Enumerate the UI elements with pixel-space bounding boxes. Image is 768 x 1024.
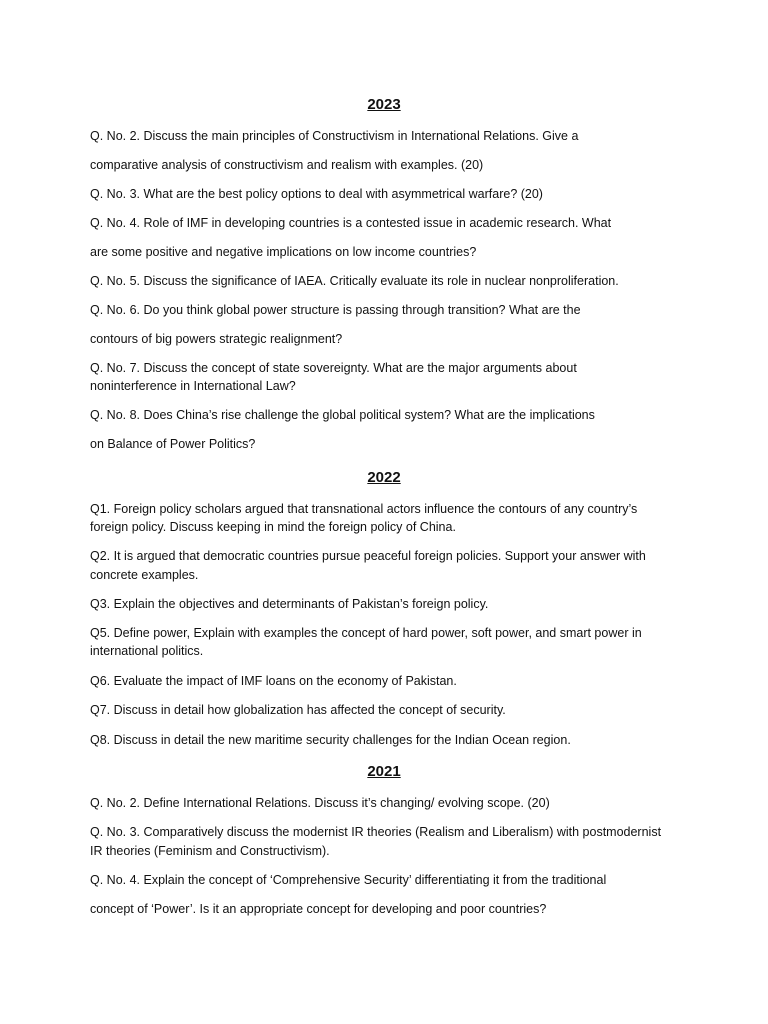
question-line: comparative analysis of constructivism and realism with examples. (20) — [90, 158, 484, 172]
question-line: Q. No. 5. Discuss the significance of IAEA. Critically evaluate its role in nuclear nonproliferation. — [90, 274, 619, 288]
question-line: on Balance of Power Politics? — [90, 437, 256, 451]
question-line: IR theories (Feminism and Constructivism). — [90, 844, 330, 858]
question-line: Q. No. 2. Define International Relations. Discuss it’s changing/ evolving scope. (20) — [90, 796, 550, 810]
question-line: Q8. Discuss in detail the new maritime security challenges for the Indian Ocean region. — [90, 733, 571, 747]
question-line: Q. No. 8. Does China’s rise challenge the global political system? What are the implications — [90, 408, 595, 422]
question-line: Q7. Discuss in detail how globalization has affected the concept of security. — [90, 703, 506, 717]
year-heading-2023: 2023 — [367, 96, 401, 113]
question-line: Q. No. 3. Comparatively discuss the modernist IR theories (Realism and Liberalism) with postmodernist — [90, 825, 662, 839]
question-line: noninterference in International Law? — [90, 379, 296, 393]
question-line: Q. No. 4. Role of IMF in developing countries is a contested issue in academic research. What — [90, 216, 612, 230]
question-line: contours of big powers strategic realignment? — [90, 332, 343, 346]
question-line: concrete examples. — [90, 568, 199, 582]
question-line: Q5. Define power, Explain with examples the concept of hard power, soft power, and smart power in — [90, 626, 642, 640]
question-line: Q. No. 7. Discuss the concept of state sovereignty. What are the major arguments about — [90, 361, 577, 375]
question-line: foreign policy. Discuss keeping in mind the foreign policy of China. — [90, 520, 456, 534]
question-line: Q. No. 6. Do you think global power structure is passing through transition? What are the — [90, 303, 581, 317]
question-line: Q1. Foreign policy scholars argued that transnational actors influence the contours of any country’s — [90, 502, 638, 516]
question-line: concept of ‘Power’. Is it an appropriate concept for developing and poor countries? — [90, 902, 547, 916]
question-line: are some positive and negative implications on low income countries? — [90, 245, 477, 259]
question-line: Q. No. 2. Discuss the main principles of Constructivism in International Relations. Give a — [90, 129, 579, 143]
question-line: international politics. — [90, 644, 204, 658]
question-line: Q6. Evaluate the impact of IMF loans on the economy of Pakistan. — [90, 674, 457, 688]
question-line: Q3. Explain the objectives and determinants of Pakistan’s foreign policy. — [90, 597, 489, 611]
question-line: Q. No. 3. What are the best policy options to deal with asymmetrical warfare? (20) — [90, 187, 543, 201]
question-line: Q2. It is argued that democratic countries pursue peaceful foreign policies. Support your answer with — [90, 549, 646, 563]
question-line: Q. No. 4. Explain the concept of ‘Comprehensive Security’ differentiating it from the traditional — [90, 873, 607, 887]
year-heading-2021: 2021 — [367, 763, 401, 780]
year-heading-2022: 2022 — [367, 469, 401, 486]
